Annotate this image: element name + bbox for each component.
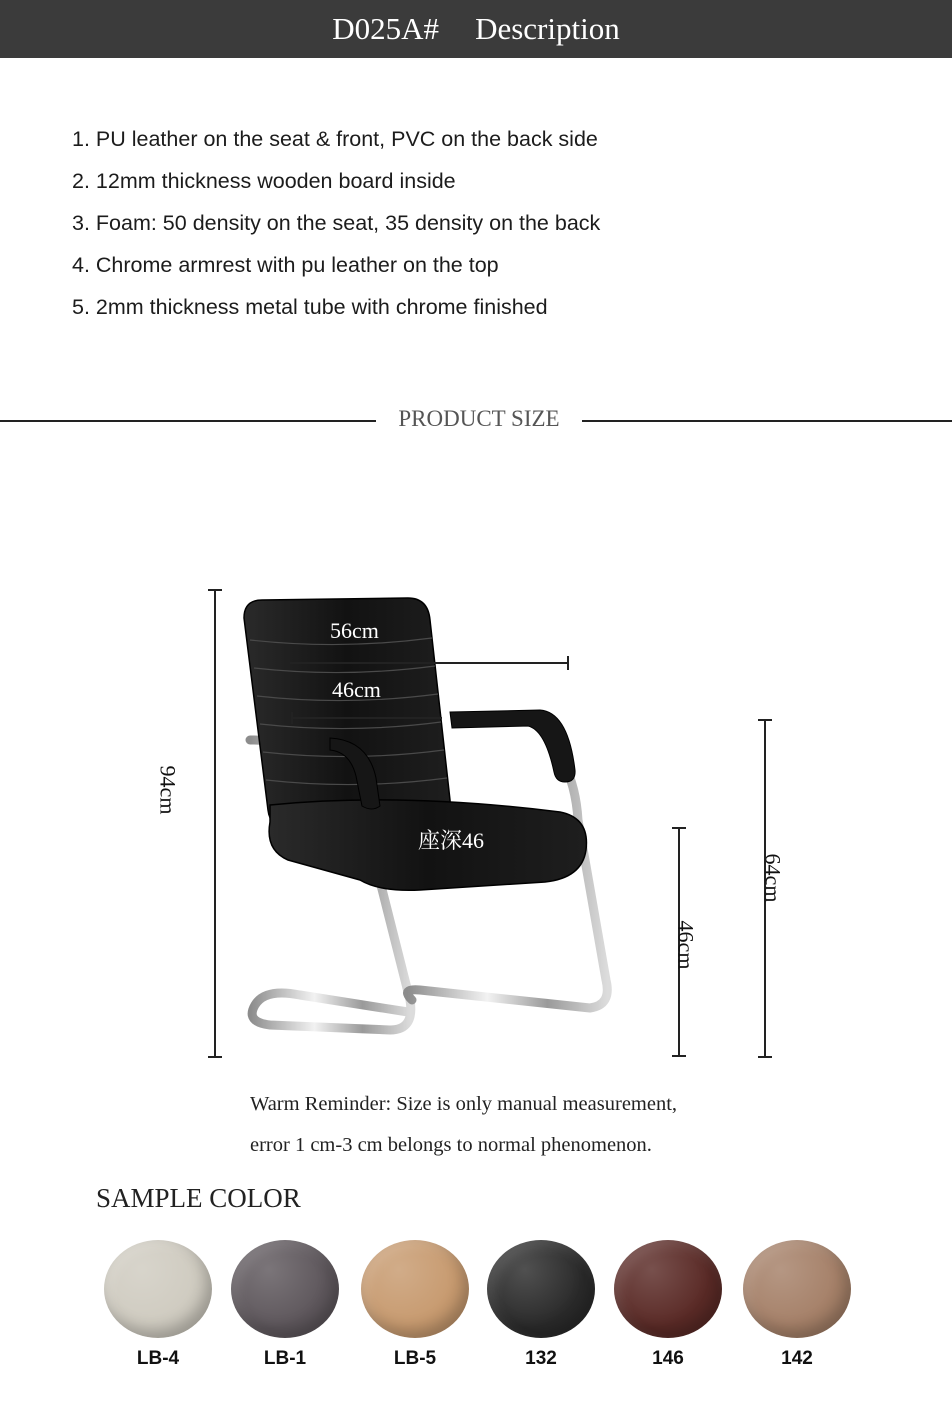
description-item: 1. PU leather on the seat & front, PVC on the back side bbox=[72, 127, 598, 151]
reminder-line: Warm Reminder: Size is only manual measurement, bbox=[250, 1093, 678, 1115]
description-item: 2. 12mm thickness wooden board inside bbox=[72, 169, 456, 193]
description-item: 5. 2mm thickness metal tube with chrome finished bbox=[72, 295, 548, 319]
swatch-code: LB-5 bbox=[393, 1348, 437, 1369]
dim-arm-height-64: 64cm bbox=[760, 853, 786, 903]
header-title: Description bbox=[475, 11, 620, 46]
dim-height-94: 94cm bbox=[155, 765, 181, 815]
warm-reminder bbox=[250, 1084, 810, 1166]
swatch-code: LB-4 bbox=[136, 1348, 180, 1369]
divider-line-left bbox=[0, 420, 376, 422]
swatch-lb-5[interactable] bbox=[360, 1240, 470, 1370]
description-item: 4. Chrome armrest with pu leather on the top bbox=[72, 253, 499, 277]
dim-width-46: 46cm bbox=[332, 677, 381, 702]
swatch-lb-4[interactable] bbox=[103, 1240, 213, 1370]
swatch-146[interactable] bbox=[613, 1240, 723, 1370]
swatch-132[interactable] bbox=[486, 1240, 596, 1370]
swatch-code: 142 bbox=[781, 1348, 813, 1369]
swatch-code: 146 bbox=[652, 1348, 684, 1369]
swatch-disc bbox=[231, 1240, 339, 1338]
dim-seat-height-46: 46cm bbox=[673, 920, 699, 970]
swatch-disc bbox=[104, 1240, 212, 1338]
armrest-pad bbox=[450, 710, 575, 782]
product-code: D025A# bbox=[332, 11, 440, 46]
swatch-disc bbox=[743, 1240, 851, 1338]
swatch-disc bbox=[487, 1240, 595, 1338]
swatch-disc bbox=[614, 1240, 722, 1338]
description-item: 3. Foam: 50 density on the seat, 35 density on the back bbox=[72, 211, 601, 235]
header-bar bbox=[0, 0, 952, 58]
reminder-line: error 1 cm-3 cm belongs to normal phenomenon. bbox=[250, 1134, 652, 1156]
swatch-lb-1[interactable] bbox=[230, 1240, 340, 1370]
swatch-code: LB-1 bbox=[263, 1348, 307, 1369]
dim-width-56: 56cm bbox=[330, 618, 379, 643]
swatch-code: 132 bbox=[525, 1348, 557, 1369]
description-list bbox=[72, 118, 600, 328]
swatch-disc bbox=[361, 1240, 469, 1338]
color-swatches bbox=[0, 1240, 952, 1380]
swatch-142[interactable] bbox=[742, 1240, 852, 1370]
product-size-label: PRODUCT SIZE bbox=[398, 406, 560, 431]
product-size-divider bbox=[0, 406, 952, 436]
chair-illustration bbox=[0, 560, 952, 1080]
chair-dimension-diagram bbox=[0, 560, 952, 1080]
divider-line-right bbox=[582, 420, 952, 422]
sample-color-title: SAMPLE COLOR bbox=[96, 1183, 301, 1213]
dim-seat-depth: 座深46 bbox=[418, 828, 485, 853]
